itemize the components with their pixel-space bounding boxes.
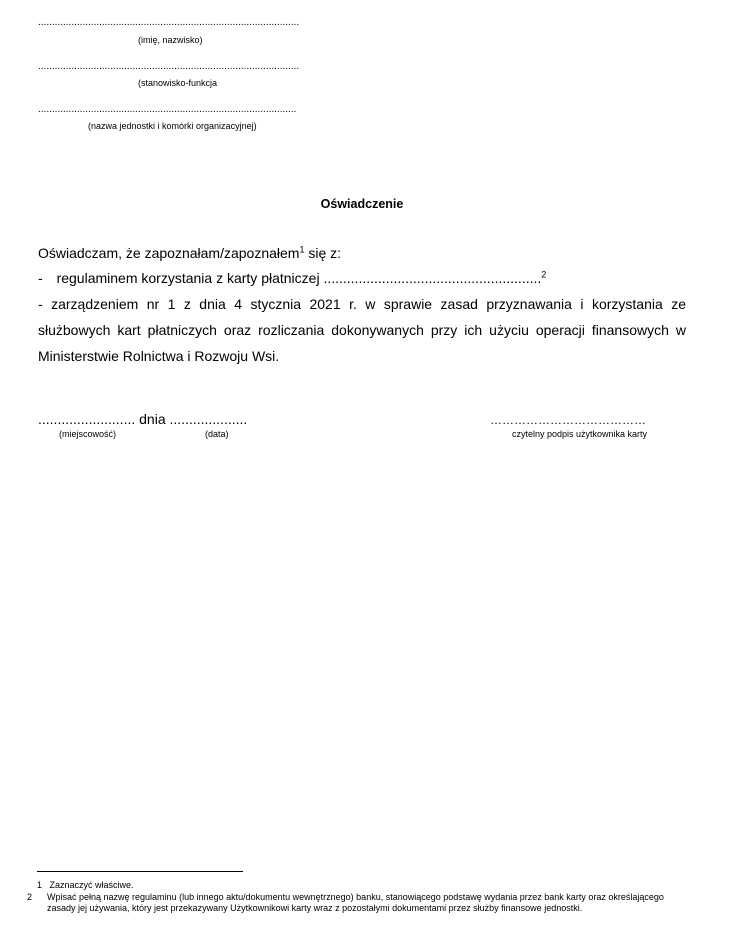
footnote-1-text: Zaznaczyć właściwe. [49, 880, 134, 890]
footnote-ref-2: 2 [541, 269, 547, 280]
footnote-2-text: Wpisać pełną nazwę regulaminu (lub innego aktu/dokumentu wewnętrznego) banku, stanowiącego podstawę wydania przez bank karty oraz określającego zasady jej używania, który jest przekazywany Użytkownikowi karty wraz z pozostałymi dokumentami przez służby finansowe jednostki. [47, 892, 664, 913]
footnote-2-number: 2 [27, 892, 33, 902]
statement-intro [38, 245, 341, 261]
place-date-line: ......................... dnia .................... [38, 411, 248, 427]
statement-item-2: - zarządzeniem nr 1 z dnia 4 stycznia 2021 r. w sprawie zasad przyznawania i korzystania ze służbowych kart płatniczych oraz rozliczania dokonywanych przy ich użyciu operacji finansowych w Ministerstwie Rolnictwa i Rozwoju Wsi. [38, 296, 686, 364]
item-1-text: regulaminem korzystania z karty płatniczej ........................................................ [56, 270, 542, 286]
place-label: (miejscowość) [59, 429, 117, 439]
name-dotted-line: .............................................................................................. [38, 17, 300, 28]
name-label: (imię, nazwisko) [138, 35, 203, 45]
unit-label: (nazwa jednostki i komórki organizacyjnej) [88, 121, 257, 131]
footnote-ref-1: 1 [299, 244, 305, 255]
statement-intro-tail: się z: [304, 245, 342, 261]
footnote-separator [37, 871, 243, 872]
signature-label: czytelny podpis użytkownika karty [512, 429, 648, 439]
unit-dotted-line: ............................................................................................. [38, 104, 297, 115]
date-label: (data) [205, 429, 229, 439]
position-dotted-line: .............................................................................................. [38, 61, 300, 72]
document-title: Oświadczenie [320, 197, 404, 211]
signature-dotted-line: ………………………………… [490, 413, 646, 427]
footnote-1-number: 1 [37, 880, 43, 890]
position-label: (stanowisko-funkcja [138, 78, 218, 88]
item-1-dash: - [38, 270, 43, 286]
footnote-2 [27, 892, 687, 914]
statement-item-1 [38, 270, 546, 286]
statement-intro-text: Oświadczam, że zapoznałam/zapoznałem [38, 245, 300, 261]
footnote-1 [37, 880, 687, 891]
